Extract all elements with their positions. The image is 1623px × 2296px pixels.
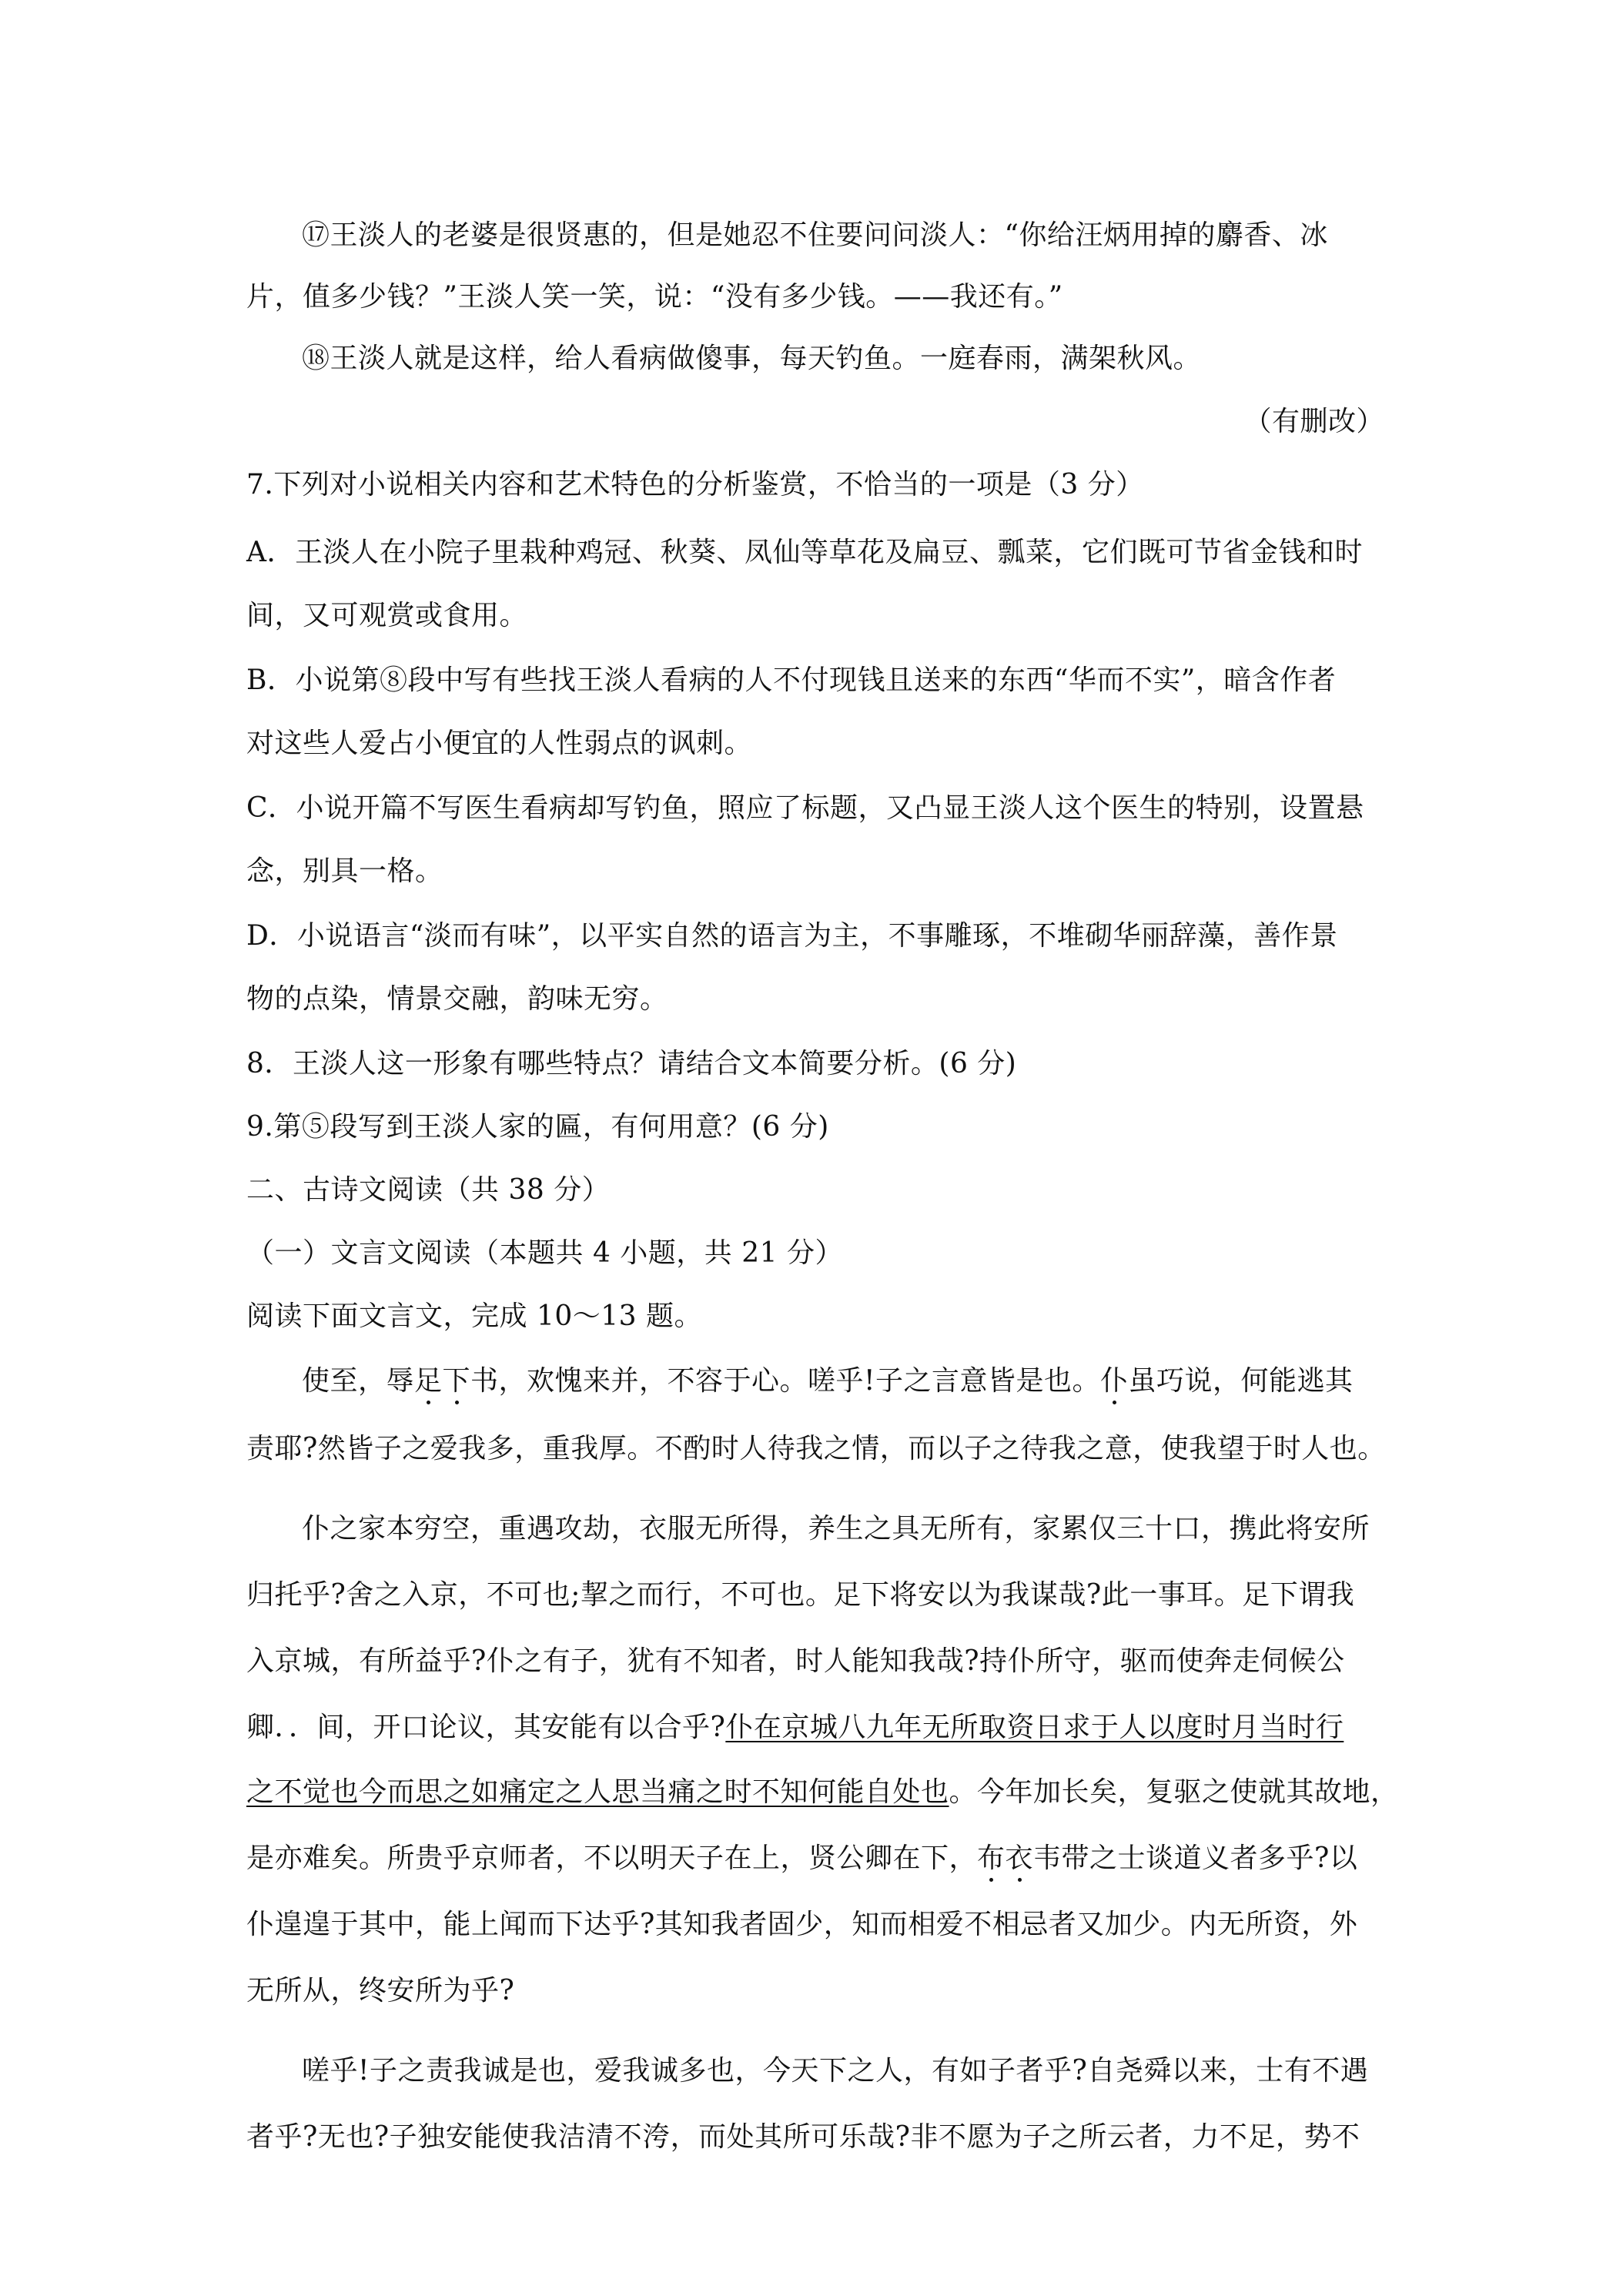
classical-p1-line-1 [302, 1363, 1386, 1400]
classical-p2-line-7: 仆遑遑于其中，能上闻而下达乎?其知我者固少，知而相爱不相忌者又加少。内无所资，外 [246, 1909, 1358, 1940]
text-run: 书，欢愧来并，不容于心。嗟乎!子之言意皆是也。 [470, 1365, 1101, 1397]
paragraph-18: ⑱王淡人就是这样，给人看病做傻事，每天钓鱼。一庭春雨，满架秋风。 [302, 343, 1202, 374]
emphasis-char: 下 [442, 1365, 471, 1397]
text-run: 是亦难矣。所贵乎京师者，不以明天子在上，贤公卿在下， [246, 1842, 978, 1874]
underlined-sentence: 之不觉也今而思之如痛定之人思当痛之时不知何能自处也 [246, 1776, 949, 1808]
text-run: 虽巧说，何能逃其 [1128, 1365, 1354, 1397]
paragraph-17-line-2: 片，值多少钱？”王淡人笑一笑，说：“没有多少钱。——我还有。” [246, 281, 1063, 313]
reading-instruction: 阅读下面文言文，完成 10～13 题。 [246, 1300, 703, 1332]
option-c-line-2: 念，别具一格。 [246, 855, 443, 887]
abridged-note: （有删改） [1243, 406, 1384, 437]
emphasis-char: 仆 [1100, 1365, 1129, 1397]
subsection-1-heading: （一）文言文阅读（本题共 4 小题，共 21 分） [246, 1237, 843, 1269]
classical-p2-line-6 [246, 1840, 1386, 1877]
classical-p2-line-8: 无所从，终安所为乎? [246, 1975, 515, 2006]
classical-p2-line-2: 归托乎?舍之入京，不可也;挈之而行，不可也。足下将安以为我谋哉?此一事耳。足下谓我 [246, 1579, 1355, 1611]
option-b-line-2: 对这些人爱占小便宜的人性弱点的讽刺。 [246, 728, 753, 759]
question-9: 9.第⑤段写到王淡人家的匾，有何用意？(6 分) [246, 1111, 829, 1143]
paragraph-17-line-1: ⑰王淡人的老婆是很贤惠的，但是她忍不住要问问淡人：“你给汪炳用掉的麝香、冰 [302, 219, 1328, 251]
classical-p2-line-3: 入京城，有所益乎?仆之有子，犹有不知者，时人能知我哉?持仆所守，驱而使奔走伺候公 [246, 1645, 1345, 1677]
text-run: 使至，辱 [302, 1365, 415, 1397]
classical-p3-line-1: 嗟乎!子之责我诚是也，爱我诚多也，今天下之人，有如子者乎?自尧舜以来，士有不遇 [302, 2055, 1369, 2087]
emphasis-char: 衣 [1005, 1842, 1034, 1874]
underlined-sentence: 仆在京城八九年无所取资日求于人以度时月当时行 [725, 1712, 1344, 1743]
emphasis-char: 布 [977, 1842, 1006, 1874]
text-run: 卿．．间，开口论议，其安能有以合乎? [246, 1712, 726, 1743]
option-c-line-1: C．小说开篇不写医生看病却写钓鱼，照应了标题，又凸显王淡人这个医生的特别，设置悬 [246, 792, 1364, 824]
classical-p2-line-1: 仆之家本穷空，重遇攻劫，衣服无所得，养生之具无所有，家累仅三十口，携此将安所 [302, 1513, 1370, 1545]
section-2-heading: 二、古诗文阅读（共 38 分） [246, 1174, 611, 1206]
option-a-line-2: 间，又可观赏或食用。 [246, 600, 528, 631]
classical-p2-line-5 [246, 1774, 1399, 1811]
classical-p2-line-4 [246, 1709, 1386, 1746]
option-b-line-1: B．小说第⑧段中写有些找王淡人看病的人不付现钱且送来的东西“华而不实”，暗含作者 [246, 664, 1337, 696]
emphasis-char: 足 [414, 1365, 443, 1397]
question-7-stem: 7.下列对小说相关内容和艺术特色的分析鉴赏，不恰当的一项是（3 分） [246, 469, 1144, 500]
text-run: 。今年加长矣，复驱之使就其故地， [949, 1776, 1399, 1808]
option-d-line-1: D．小说语言“淡而有味”，以平实自然的语言为主，不事雕琢，不堆砌华丽辞藻，善作景 [246, 920, 1338, 952]
question-8: 8．王淡人这一形象有哪些特点？请结合文本简要分析。(6 分) [246, 1048, 1017, 1079]
classical-p3-line-2: 者乎?无也?子独安能使我洁清不洿，而处其所可乐哉?非不愿为子之所云者，力不足，势不 [246, 2121, 1360, 2153]
classical-p1-line-2: 责耶?然皆子之爱我多，重我厚。不酌时人待我之情，而以子之待我之意，使我望于时人也。 [246, 1433, 1386, 1464]
text-run: 韦带之士谈道义者多乎?以 [1033, 1842, 1358, 1874]
option-d-line-2: 物的点染，情景交融，韵味无穷。 [246, 983, 668, 1015]
option-a-line-1: A．王淡人在小院子里栽种鸡冠、秋葵、凤仙等草花及扁豆、瓢菜，它们既可节省金钱和时 [246, 537, 1363, 568]
